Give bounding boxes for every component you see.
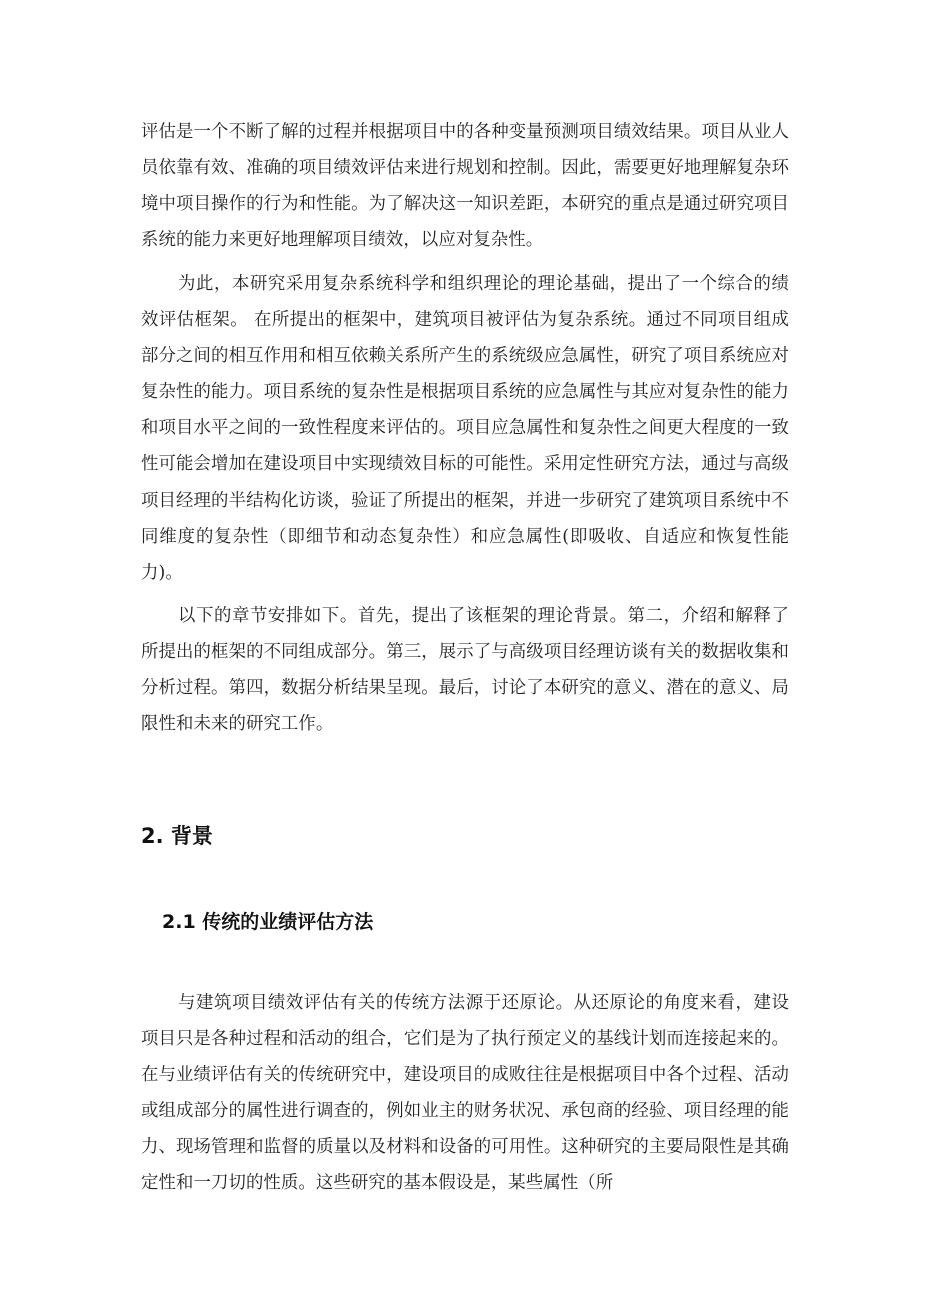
paragraph-intro-continuation: 评估是一个不断了解的过程并根据项目中的各种变量预测项目绩效结果。项目从业人员依靠有效、准确的项目绩效评估来进行规划和控制。因此，需要更好地理解复杂环境中项目操作的行为和性能。为了解决这一知识差距，本研究的重点是通过研究项目系统的能力来更好地理解项目绩效，以应对复杂性。 xyxy=(141,122,789,251)
paragraph-framework: 为此，本研究采用复杂系统科学和组织理论的理论基础，提出了一个综合的绩效评估框架。 在所提出的框架中，建筑项目被评估为复杂系统。通过不同项目组成部分之间的相互作用和相互依赖关系所产生的系统级应急属性，研究了项目系统应对复杂性的能力。项目系统的复杂性是根据项目系统的应急属性与其应对复杂性的能力和项目水平之间的一致性程度来评估的。项目应急属性和复杂性之间更大程度的一致性可能会增加在建设项目中实现绩效目标的可能性。采用定性研究方法，通过与高级项目经理的半结构化访谈，验证了所提出的框架，并进一步研究了建筑项目系统中不同维度的复杂性（即细节和动态复杂性）和应急属性(即吸收、自适应和恢复性能力)。 xyxy=(141,274,789,583)
paragraph-outline: 以下的章节安排如下。首先，提出了该框架的理论背景。第二，介绍和解释了所提出的框架的不同组成部分。第三，展示了与高级项目经理访谈有关的数据收集和分析过程。第四，数据分析结果呈现。最后，讨论了本研究的意义、潜在的意义、局限性和未来的研究工作。 xyxy=(141,606,789,735)
paragraph-traditional-methods: 与建筑项目绩效评估有关的传统方法源于还原论。从还原论的角度来看，建设项目只是各种过程和活动的组合，它们是为了执行预定义的基线计划而连接起来的。在与业绩评估有关的传统研究中，建设项目的成败往往是根据项目中各个过程、活动或组成部分的属性进行调查的，例如业主的财务状况、承包商的经验、项目经理的能力、现场管理和监督的质量以及材料和设备的可用性。这种研究的主要局限性是其确定性和一刀切的性质。这些研究的基本假设是，某些属性（所 xyxy=(141,993,789,1194)
subsection-heading: 2.1 传统的业绩评估方法 xyxy=(162,911,374,933)
section-heading: 2. 背景 xyxy=(141,824,213,848)
